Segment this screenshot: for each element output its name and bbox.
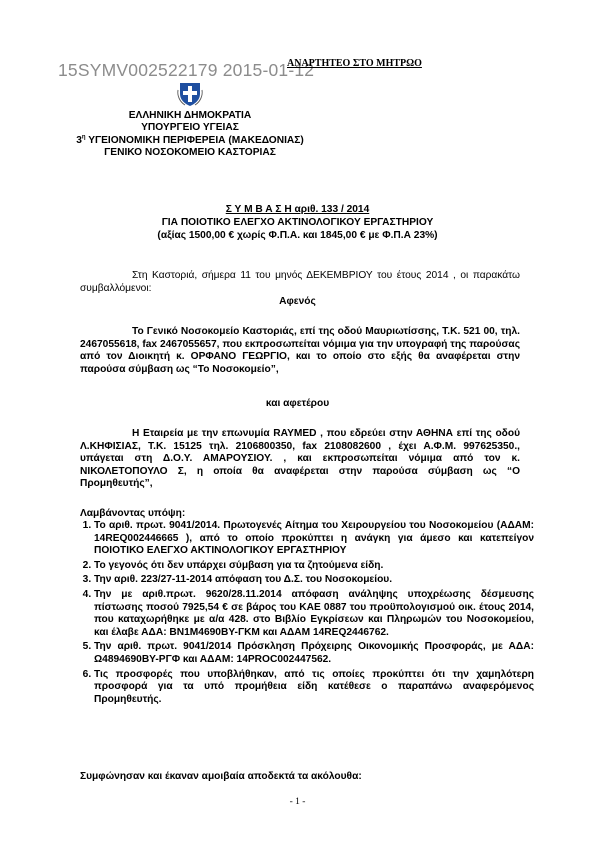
list-item: 1. Το αριθ. πρωτ. 9041/2014. Πρωτογενές Αίτημα του Χειρουργείου του Νοσοκομείου (ΑΔΑΜ: 14REQ002446665 ), από το οποίο προκύπτει η ανάγκη για άμεσο και κατεπείγον ΠΟΙΟΤΙΚΟ ΕΛΕΓΧΟ ΑΚΤΙΝΟΛΟΓΙΚΟΥ ΕΡΓΑΣΤΗΡΙΟΥ [94, 520, 534, 558]
party-two-label: και αφετέρου [265, 398, 330, 409]
agreement-statement: Συμφώνησαν και έκαναν αμοιβαία αποδεκτά τα ακόλουθα: [80, 771, 362, 782]
header-region-ordinal: η [81, 134, 86, 141]
list-item: 3. Την αριθ. 223/27-11-2014 απόφαση του Δ.Σ. του Νοσοκομείου. [94, 574, 534, 587]
header-region-number: 3 [76, 135, 82, 146]
list-item: 6. Τις προσφορές που υποβλήθηκαν, από τις οποίες προκύπτει ότι την χαμηλότερη προσφορά για τα υπό προμήθεια είδη κατέθεσε ο παραπάνω αναφερόμενος Προμηθευτής. [94, 669, 534, 707]
considerations-list [80, 520, 534, 708]
header-line-republic: ΕΛΛΗΝΙΚΗ ΔΗΜΟΚΡΑΤΙΑ [128, 110, 252, 121]
party-two-paragraph: Η Εταιρεία με την επωνυμία RAYMED , που εδρεύει στην ΑΘΗΝΑ επί της οδού Λ.ΚΗΦΙΣΙΑΣ, Τ.Κ. 15125 τηλ. 2106800350, fax 2108082600 , έχει Α.Φ.Μ. 997625350., υπάγεται στη Δ.Ο.Υ. ΑΜΑΡΟΥΣΙΟΥ. , και εκπροσωπείται νόμιμα από τον κ. ΝΙΚΟΛΕΤΟΠΟΥΛΟ Σ, η οποία θα αναφέρεται στην παρούσα σύμβαση ως “Ο Προμηθευτής”, [80, 428, 520, 490]
contract-title: Σ Υ Μ Β Α Σ Η αριθ. 133 / 2014 [225, 204, 370, 215]
party-one-paragraph: Το Γενικό Νοσοκομείο Καστοριάς, επί της οδού Μαυριωτίσσης, Τ.Κ. 521 00, τηλ. 2467055618, fax 2467055657, που εκπροσωπείται νόμιμα για την υπογραφή της παρούσας από τον Διοικητή κ. ΟΡΦΑΝΟ ΓΕΩΡΓΙΟ, και το οποίο στο εξής θα αναφέρεται στην παρούσα σύμβαση ως “Το Νοσοκομείο”, [80, 326, 520, 375]
list-item: 4. Την με αριθ.πρωτ. 9620/28.11.2014 απόφαση ανάληψης υποχρέωσης δέσμευσης πίστωσης ποσού 7925,54 € σε βάρος του ΚΑΕ 0887 του προϋπολογισμού οικ. έτους 2014, που καταχωρήθηκε με α/α 428. στο Βιβλίο Εγκρίσεων και Πληρωμών του Νοσοκομείου, και έλαβε ΑΔΑ: ΒΝ1Μ4690ΒΥ-ΓΚΜ και ΑΔΑΜ 14REQ2446762. [94, 589, 534, 639]
contract-value: (αξίας 1500,00 € χωρίς Φ.Π.Α. και 1845,00 € με Φ.Π.Α 23%) [157, 230, 438, 241]
document-id-stamp: 15SYMV002522179 2015-01-12 [58, 60, 315, 80]
greek-coat-of-arms-icon [176, 80, 204, 108]
posting-note: ΑΝΑΡΤΗΤΕΟ ΣΤΟ ΜΗΤΡΩΟ [287, 58, 422, 69]
party-one-label: Αφενός [279, 296, 316, 307]
header-line-health-region [0, 135, 380, 147]
header-line-ministry: ΥΠΟΥΡΓΕΙΟ ΥΓΕΙΑΣ [141, 122, 239, 133]
list-item: 5. Την αριθ. πρωτ. 9041/2014 Πρόσκληση Πρόχειρης Οικονομικής Προσφοράς, με ΑΔΑ: Ω4894690ΒΥ-ΡΓΦ και ΑΔΑΜ: 14PROC002447562. [94, 641, 534, 666]
considering-heading: Λαμβάνοντας υπόψη: [80, 508, 186, 519]
contract-subject: ΓΙΑ ΠΟΙΟΤΙΚΟ ΕΛΕΓΧΟ ΑΚΤΙΝΟΛΟΓΙΚΟΥ ΕΡΓΑΣΤΗΡΙΟΥ [161, 217, 434, 228]
list-item: 2. Το γεγονός ότι δεν υπάρχει σύμβαση για τα ζητούμενα είδη. [94, 560, 534, 573]
header-region-name: ΥΓΕΙΟΝΟΜΙΚΗ ΠΕΡΙΦΕΡΕΙΑ (ΜΑΚΕΔΟΝΙΑΣ) [85, 135, 304, 146]
page-number: - 1 - [289, 797, 306, 807]
header-line-hospital: ΓΕΝΙΚΟ ΝΟΣΟΚΟΜΕΙΟ ΚΑΣΤΟΡΙΑΣ [104, 147, 276, 158]
intro-paragraph: Στη Καστοριά, σήμερα 11 του μηνός ΔΕΚΕΜΒΡΙΟΥ του έτους 2014 , οι παρακάτω συμβαλλόμενοι: [80, 270, 520, 294]
